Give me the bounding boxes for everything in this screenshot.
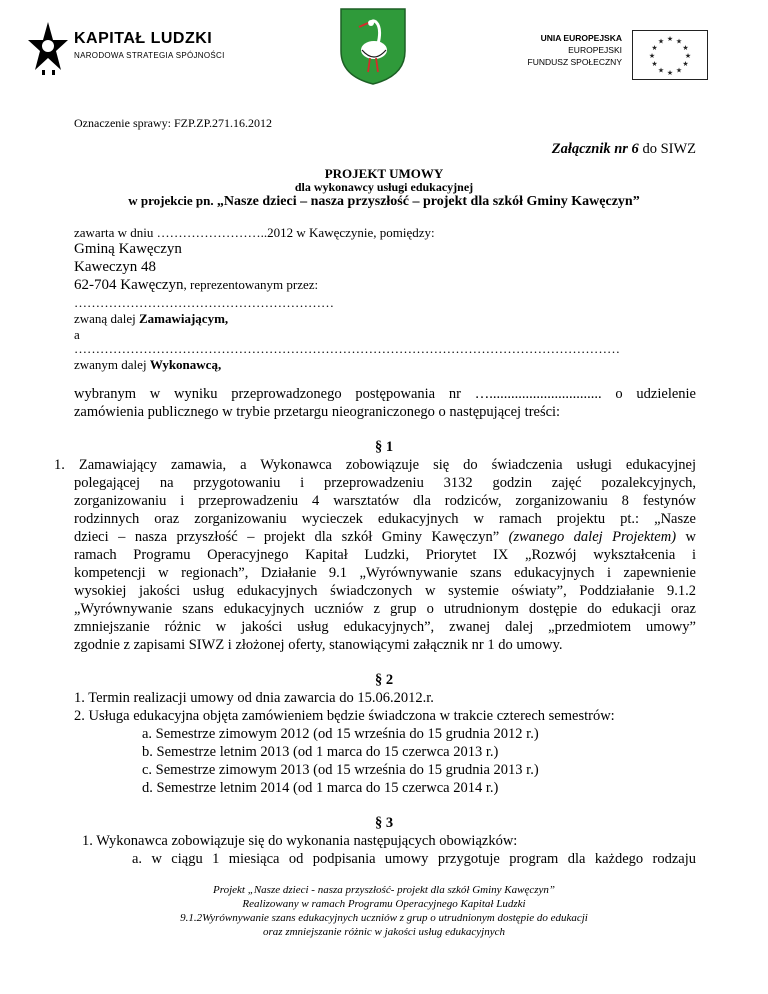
- kapital-ludzki-star-icon: [28, 22, 68, 76]
- footer-line-2: Realizowany w ramach Programu Operacyjnego Kapitał Ludzki: [242, 898, 526, 910]
- kapital-ludzki-subtitle: NARODOWA STRATEGIA SPÓJNOŚCI: [74, 51, 225, 60]
- s1-line: polegającej na przygotowaniu i przeprowadzeniu 3132 godzin zajęć pozalekcyjnych,: [74, 475, 696, 491]
- s1-line: zmniejszanie różnic w jakości usług edukacyjnych”, zwanej dalej „przedmiotem umowy”: [74, 619, 696, 635]
- s2-item: 1. Termin realizacji umowy od dnia zawarcia do 15.06.2012.r.: [74, 690, 434, 706]
- annex-number: Załącznik nr 6: [551, 141, 639, 157]
- s1-line: kompetencji w regionach”, Działanie 9.1 „Wyrównywanie szans edukacyjnych i zapewnienie: [74, 565, 696, 581]
- party1-street: Kaweczyn 48: [74, 259, 157, 275]
- s1-line: [74, 529, 696, 546]
- s2-subitem: d. Semestrze letnim 2014 (od 1 marca do 15 czerwca 2014 r.): [142, 780, 499, 796]
- footer-line-3: 9.1.2Wyrównywanie szans edukacyjnych uczniów z grup o utrudnionym dostępie do edukacji: [180, 912, 588, 924]
- s2-item: 2. Usługa edukacyjna objęta zamówieniem będzie świadczona w trakcie czterech semestrów:: [74, 708, 615, 724]
- party1-name: Gminą Kawęczyn: [74, 241, 182, 257]
- eu-line-1: UNIA EUROPEJSKA: [540, 33, 622, 43]
- s1-line: wysokiej jakości usług edukacyjnych świadczonych w systemie oświaty”, Poddziałanie 9.1.2: [74, 583, 696, 599]
- annex-label: [552, 141, 696, 158]
- party2-alias-prefix: zwanym dalej: [74, 357, 150, 372]
- intro-line-2: zamówienia publicznego w trybie przetargu nieograniczonego o następującej treści:: [74, 404, 561, 420]
- project-name-title: „Nasze dzieci – nasza przyszłość – projekt dla szkół Gminy Kawęczyn”: [216, 194, 640, 209]
- annex-suffix: do SIWZ: [638, 141, 696, 157]
- s3-item: 1. Wykonawca zobowiązuje się do wykonania następujących obowiązków:: [82, 833, 518, 849]
- svg-text:★: ★: [682, 44, 689, 52]
- party1-alias: [74, 311, 228, 327]
- svg-text:★: ★: [666, 35, 674, 43]
- document-subtitle: dla wykonawcy usługi edukacyjnej: [294, 180, 474, 194]
- s1-line5-end: w: [685, 529, 697, 545]
- s1-line5-text: dzieci – nasza przyszłość – projekt dla szkół Gminy Kawęczyn”: [74, 529, 500, 545]
- svg-text:★: ★: [666, 69, 674, 77]
- s1-line5-italic: (zwanego dalej Projektem): [508, 529, 677, 545]
- party1-address: [74, 277, 318, 294]
- document-title: PROJEKT UMOWY: [324, 166, 444, 181]
- s2-subitem: a. Semestrze zimowym 2012 (od 15 września do 15 grudnia 2012 r.): [142, 726, 539, 742]
- party1-alias-name: Zamawiającym,: [138, 311, 229, 326]
- s2-subitem: b. Semestrze letnim 2013 (od 1 marca do 15 czerwca 2013 r.): [142, 744, 499, 760]
- svg-text:★: ★: [648, 52, 656, 60]
- footer-line-1: Projekt „Nasze dzieci - nasza przyszłość- projekt dla szkół Gminy Kawęczyn”: [213, 884, 555, 896]
- s1-line: 1. Zamawiający zamawia, a Wykonawca zobowiązuje się do świadczenia usługi edukacyjnej: [54, 457, 696, 473]
- party1-city: 62-704 Kawęczyn: [74, 277, 184, 293]
- party2-alias: [74, 357, 221, 373]
- svg-text:★: ★: [651, 44, 658, 52]
- s1-line: zgodnie z zapisami SIWZ i złożonej oferty, stanowiącymi załącznik nr 1 do umowy.: [74, 637, 563, 653]
- kapital-ludzki-title: KAPITAŁ LUDZKI: [74, 30, 213, 47]
- svg-text:★: ★: [675, 66, 683, 75]
- representative-blank: ……………………………………………………: [74, 295, 334, 310]
- kaweczyn-coat-of-arms-icon: [338, 6, 408, 86]
- svg-text:★: ★: [682, 60, 689, 68]
- s1-line: ramach Programu Operacyjnego Kapitał Ludzki, Priorytet IX „Rozwój wykształcenia i: [74, 547, 696, 563]
- s3-subitem: a. w ciągu 1 miesiąca od podpisania umowy przygotuje program dla każdego rodzaju: [132, 851, 696, 867]
- project-name-prefix: w projekcie pn.: [128, 193, 217, 208]
- svg-text:★: ★: [657, 66, 665, 75]
- section-1-heading: § 1: [374, 439, 394, 455]
- contractor-blank: ………………………………………………………………………………………………………………: [74, 341, 620, 356]
- case-reference: Oznaczenie sprawy: FZP.ZP.271.16.2012: [74, 116, 272, 130]
- party2-alias-name: Wykonawcą,: [149, 357, 222, 372]
- svg-text:★: ★: [684, 52, 692, 60]
- eu-line-2: EUROPEJSKI: [568, 45, 622, 55]
- section-2-heading: § 2: [374, 672, 394, 688]
- conjunction-and: a: [74, 327, 80, 342]
- eu-social-fund-logo: [518, 30, 708, 80]
- section-3-heading: § 3: [374, 815, 394, 831]
- s2-subitem: c. Semestrze zimowym 2013 (od 15 września do 15 grudnia 2013 r.): [142, 762, 539, 778]
- eu-flag-icon: [632, 30, 708, 80]
- svg-text:★: ★: [657, 37, 665, 46]
- kapital-ludzki-logo: [28, 20, 228, 82]
- s1-line: rodzinnych oraz zorganizowaniu wycieczek edukacyjnych w ramach projektu pt.: „Nasze: [74, 511, 696, 527]
- s1-line: „Wyrównywanie szans edukacyjnych uczniów z grup o utrudnionym dostępie do edukacji oraz: [74, 601, 696, 617]
- svg-text:★: ★: [651, 60, 658, 68]
- party1-alias-prefix: zwaną dalej: [74, 311, 139, 326]
- intro-line-1: wybranym w wyniku przeprowadzonego postępowania nr …............................... o udzielenie: [74, 386, 696, 402]
- svg-text:★: ★: [675, 37, 683, 46]
- concluded-line: zawarta w dniu ……………………..2012 w Kawęczynie, pomiędzy:: [74, 225, 435, 240]
- footer-line-4: oraz zmniejszanie różnic w jakości usług edukacyjnych: [263, 926, 505, 938]
- project-name: [0, 193, 768, 210]
- s1-line: zorganizowaniu i przeprowadzeniu 4 warsztatów dla rodziców, zorganizowaniu 8 festynów: [74, 493, 696, 509]
- eu-line-3: FUNDUSZ SPOŁECZNY: [527, 57, 622, 67]
- party1-representation: , reprezentowanym przez:: [183, 277, 319, 292]
